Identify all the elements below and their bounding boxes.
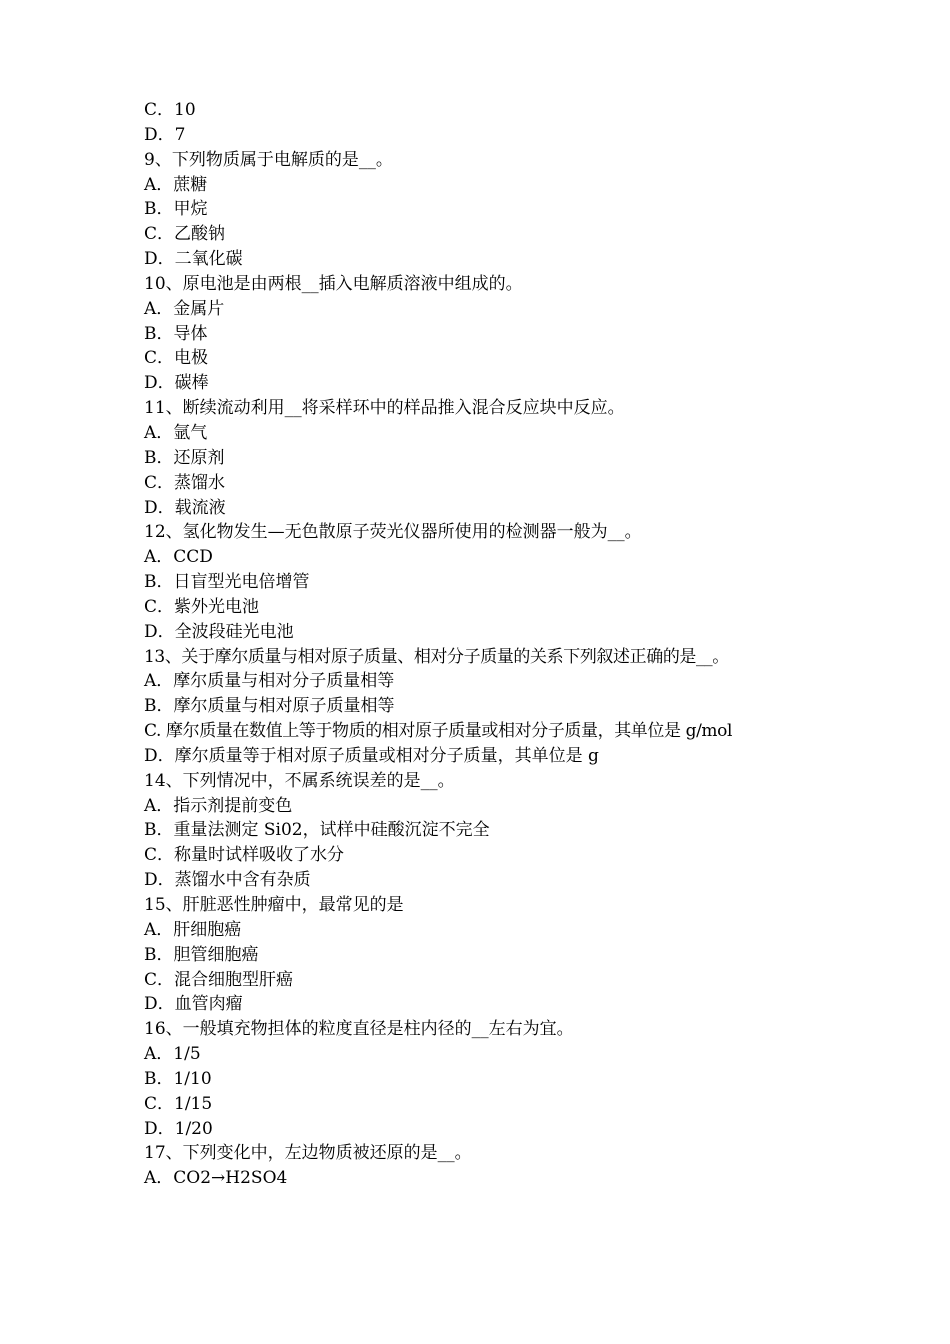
q9-option-a: A．蔗糖 [144, 174, 208, 195]
q16-option-d: D．1/20 [144, 1118, 213, 1139]
q10-option-a: A．金属片 [144, 298, 225, 319]
q12-option-a: A．CCD [144, 547, 213, 568]
q13-option-b: B．摩尔质量与相对原子质量相等 [144, 696, 395, 717]
q11-option-b: B．还原剂 [144, 447, 225, 468]
option-d-7: D．7 [144, 124, 186, 145]
q12-option-b: B．日盲型光电倍增管 [144, 572, 310, 593]
q15-option-d: D．血管肉瘤 [144, 994, 243, 1015]
q10-option-b: B．导体 [144, 323, 208, 344]
q9-option-c: C．乙酸钠 [144, 224, 226, 245]
q15-option-a: A．肝细胞癌 [144, 919, 242, 940]
question-13: 13、关于摩尔质量与相对原子质量、相对分子质量的关系下列叙述正确的是__。 [144, 646, 729, 667]
question-15: 15、肝脏恶性肿瘤中，最常见的是 [144, 895, 404, 915]
question-9: 9、下列物质属于电解质的是__。 [144, 149, 393, 170]
q16-option-c: C．1/15 [144, 1093, 213, 1114]
question-16: 16、一般填充物担体的粒度直径是柱内径的__左右为宜。 [144, 1019, 574, 1040]
q10-option-c: C．电极 [144, 348, 209, 369]
question-12: 12、氢化物发生—无色散原子荧光仪器所使用的检测器一般为__。 [144, 522, 642, 543]
question-14: 14、下列情况中，不属系统误差的是__。 [144, 770, 455, 791]
q14-option-a: A．指示剂提前变色 [144, 795, 293, 816]
q15-option-c: C．混合细胞型肝癌 [144, 969, 294, 990]
question-17: 17、下列变化中，左边物质被还原的是__。 [144, 1143, 472, 1164]
q11-option-a: A．氩气 [144, 422, 208, 443]
q13-option-d: D．摩尔质量等于相对原子质量或相对分子质量，其单位是 g [144, 745, 599, 766]
q15-option-b: B．胆管细胞癌 [144, 944, 259, 965]
option-c-10: C．10 [144, 100, 196, 120]
q13-option-a: A．摩尔质量与相对分子质量相等 [144, 671, 395, 692]
q16-option-a: A．1/5 [144, 1044, 201, 1065]
q13-option-c: C. 摩尔质量在数值上等于物质的相对原子质量或相对分子质量，其单位是 g/mol [144, 721, 733, 742]
document-page [144, 98, 824, 1191]
q11-option-d: D．载流液 [144, 497, 226, 518]
q9-option-d: D．二氧化碳 [144, 249, 243, 270]
q14-option-c: C．称量时试样吸收了水分 [144, 845, 345, 866]
q9-option-b: B．甲烷 [144, 199, 208, 220]
q16-option-b: B．1/10 [144, 1068, 212, 1089]
q11-option-c: C．蒸馏水 [144, 472, 226, 493]
question-11: 11、断续流动利用__将采样环中的样品推入混合反应块中反应。 [144, 398, 625, 419]
q14-option-d: D．蒸馏水中含有杂质 [144, 870, 311, 891]
q10-option-d: D．碳棒 [144, 373, 209, 394]
q17-option-a: A．CO2→H2SO4 [144, 1168, 288, 1189]
q12-option-d: D．全波段硅光电池 [144, 621, 294, 642]
q12-option-c: C．紫外光电池 [144, 596, 260, 617]
question-10: 10、原电池是由两根__插入电解质溶液中组成的。 [144, 273, 523, 294]
q14-option-b: B．重量法测定 Si02，试样中硅酸沉淀不完全 [144, 820, 490, 841]
